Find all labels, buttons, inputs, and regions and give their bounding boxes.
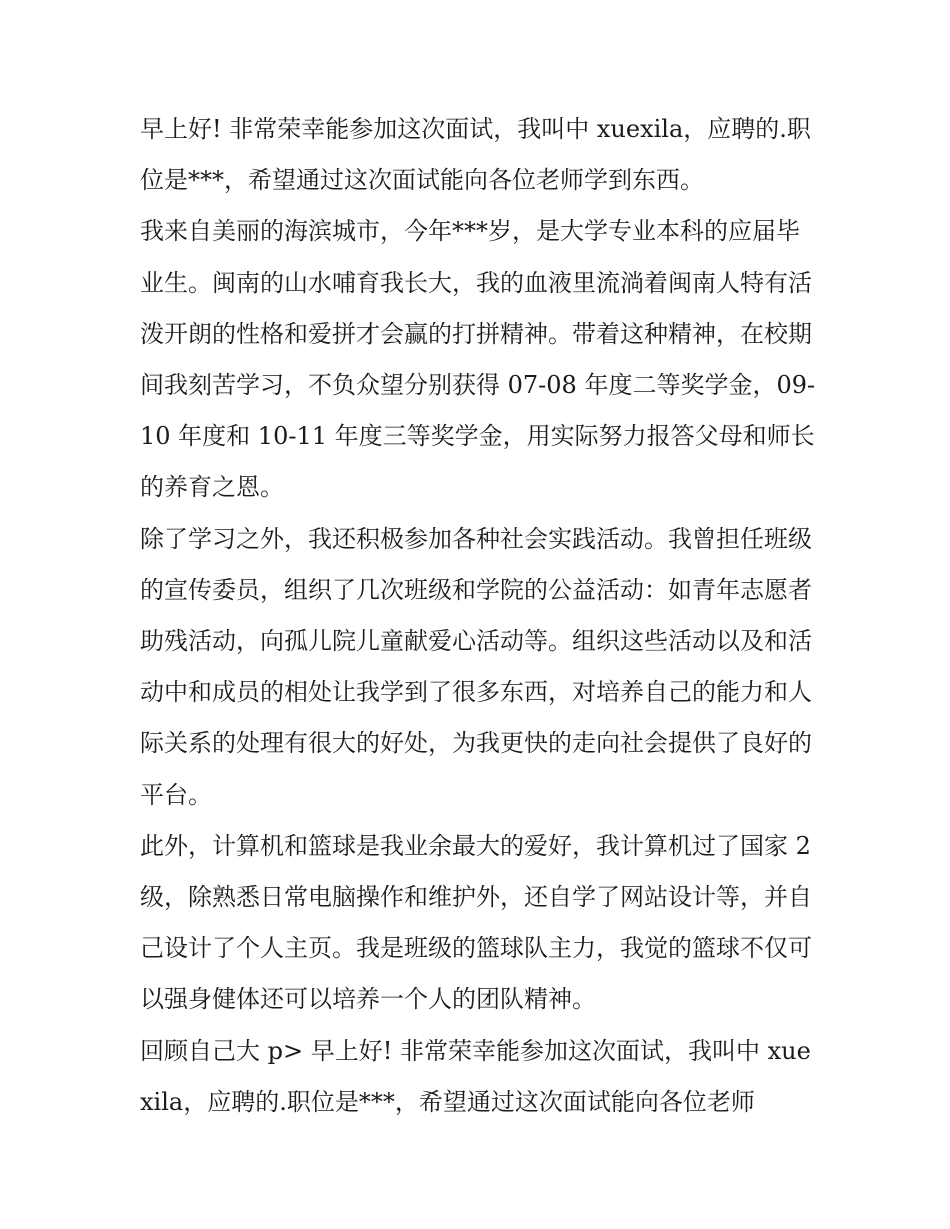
document-body	[140, 104, 816, 1128]
paragraph-activities: 除了学习之外，我还积极参加各种社会实践活动。我曾担任班级的宣传委员，组织了几次班级和学院的公益活动：如青年志愿者助残活动，向孤儿院儿童献爱心活动等。组织这些活动以及和活动中和成员的相处让我学到了很多东西，对培养自己的能力和人际关系的处理有很大的好处，为我更快的走向社会提供了良好的平台。	[140, 524, 812, 809]
paragraph-review: 回顾自己大 p> 早上好! 非常荣幸能参加这次面试，我叫中 xuexila，应聘的.职位是***，希望通过这次面试能向各位老师	[140, 1036, 811, 1116]
paragraph-background: 我来自美丽的海滨城市，今年***岁，是大学专业本科的应届毕业生。闽南的山水哺育我长大，我的血液里流淌着闽南人特有活泼开朗的性格和爱拼才会赢的打拼精神。带着这种精神，在校期间我刻苦学习，不负众望分别获得 07-08 年度二等奖学金，09-10 年度和 10-11 年度三等奖学金，用实际努力报答父母和师长的养育之恩。	[140, 217, 816, 502]
paragraph-hobbies: 此外，计算机和篮球是我业余最大的爱好，我计算机过了国家 2 级，除熟悉日常电脑操作和维护外，还自学了网站设计等，并自己设计了个人主页。我是班级的篮球队主力，我觉的篮球不仅可以强身健体还可以培养一个人的团队精神。	[140, 831, 812, 1014]
paragraph-greeting: 早上好! 非常荣幸能参加这次面试，我叫中 xuexila，应聘的.职位是***，希望通过这次面试能向各位老师学到东西。	[140, 115, 811, 195]
